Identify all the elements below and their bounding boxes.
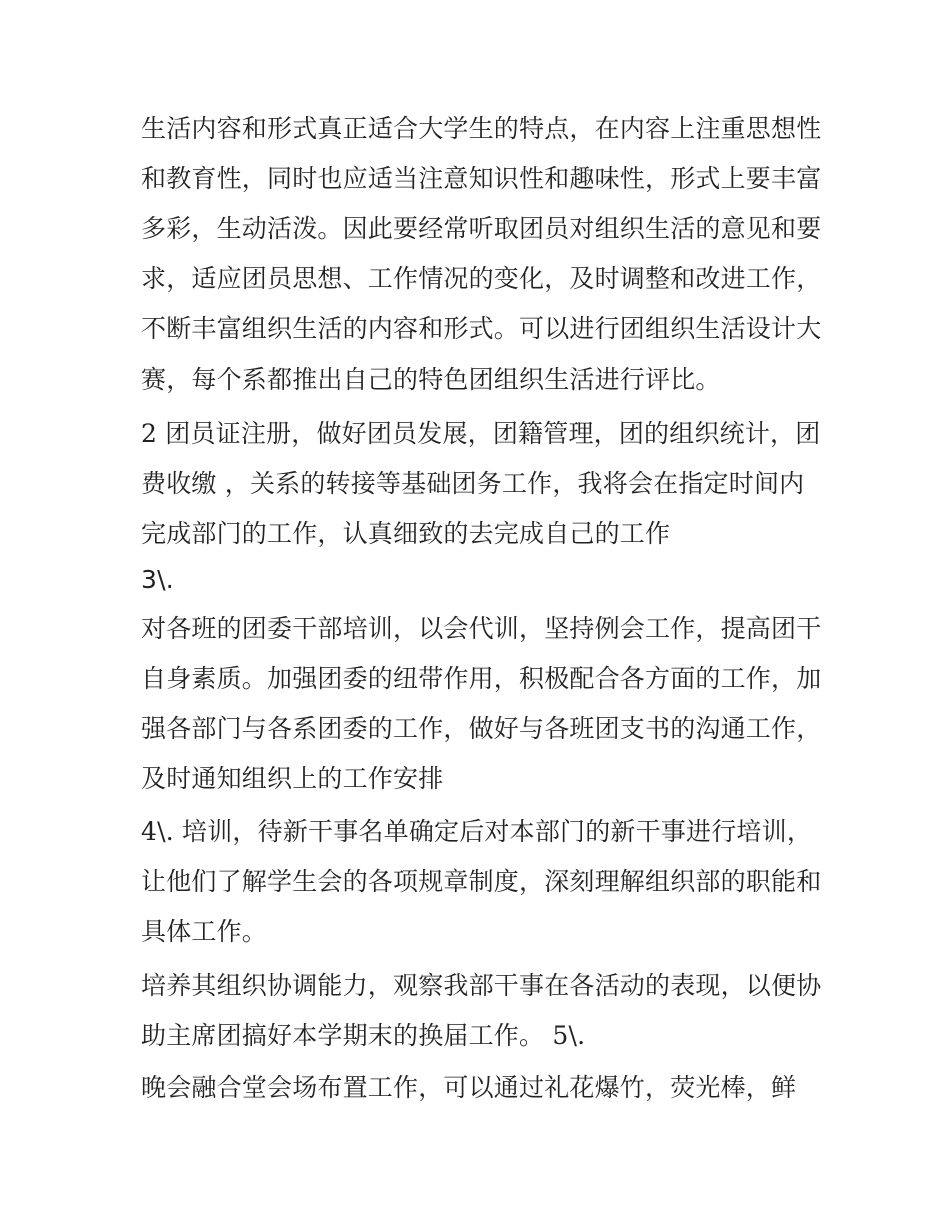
text-line: 自身素质。加强团委的纽带作用，积极配合各方面的工作，加	[141, 664, 822, 693]
text-line: 4\. 培训，待新干事名单确定后对本部门的新干事进行培训，	[141, 817, 813, 846]
text-line: 完成部门的工作，认真细致的去完成自己的工作	[141, 519, 671, 548]
text-line: 和教育性，同时也应适当注意知识性和趣味性，形式上要丰富	[141, 164, 822, 193]
text-line: 费收缴 ，关系的转接等基础团务工作，我将会在指定时间内	[141, 469, 805, 498]
text-line: 多彩，生动活泼。因此要经常听取团员对组织生活的意见和要	[141, 214, 822, 243]
text-line: 对各班的团委干部培训，以会代训，坚持例会工作，提高团干	[141, 614, 822, 643]
text-line: 及时通知组织上的工作安排	[141, 764, 444, 793]
text-line: 强各部门与各系团委的工作，做好与各班团支书的沟通工作，	[141, 714, 822, 743]
text-line: 不断丰富组织生活的内容和形式。可以进行团组织生活设计大	[141, 314, 822, 343]
text-line: 具体工作。	[141, 917, 268, 946]
text-line: 2 团员证注册，做好团员发展，团籍管理，团的组织统计，团	[141, 419, 821, 448]
section-number: 3\.	[141, 565, 174, 594]
text-line: 培养其组织协调能力，观察我部干事在各活动的表现，以便协	[141, 971, 822, 1000]
text-line: 让他们了解学生会的各项规章制度，深刻理解组织部的职能和	[141, 867, 822, 896]
text-line: 晚会融合堂会场布置工作，可以通过礼花爆竹，荧光棒，鲜	[141, 1073, 797, 1102]
text-line: 赛，每个系都推出自己的特色团组织生活进行评比。	[141, 365, 721, 394]
text-line: 生活内容和形式真正适合大学生的特点，在内容上注重思想性	[141, 114, 822, 143]
text-line: 求，适应团员思想、工作情况的变化，及时调整和改进工作，	[141, 264, 822, 293]
text-line: 助主席团搞好本学期末的换届工作。 5\.	[141, 1021, 586, 1050]
